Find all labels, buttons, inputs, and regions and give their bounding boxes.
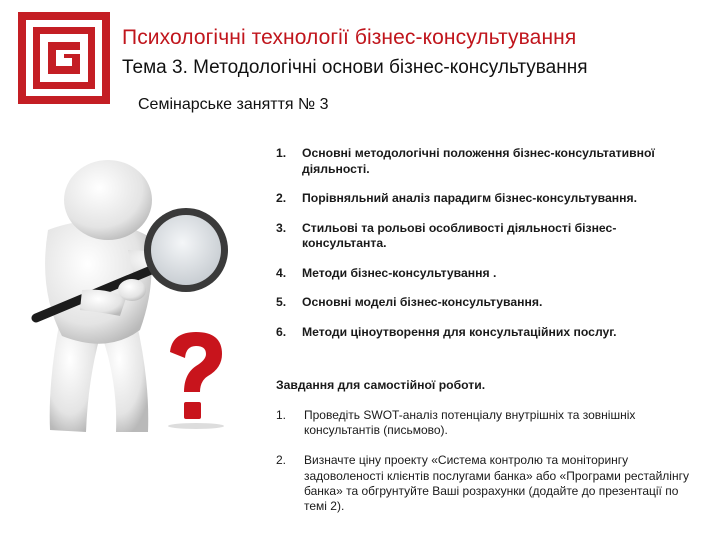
- list-item-text: Методи ціноутворення для консультаційних послуг.: [302, 324, 617, 339]
- list-item-text: Основні методологічні положення бізнес-консультативної діяльності.: [302, 146, 655, 176]
- page-subtitle: Тема 3. Методологічні основи бізнес-консультування: [122, 57, 588, 78]
- list-item-text: Порівняльний аналіз парадигм бізнес-консультування.: [302, 191, 637, 205]
- list-item-text: Методи бізнес-консультування .: [302, 265, 497, 280]
- topic-list: [272, 146, 697, 354]
- task-list: [276, 408, 696, 529]
- list-item: [272, 191, 697, 207]
- list-item-number: 4.: [276, 265, 287, 280]
- tasks-heading: Завдання для самостійної роботи.: [276, 378, 486, 392]
- page-title: Психологічні технології бізнес-консультування: [122, 26, 577, 49]
- question-mark-icon: [160, 330, 230, 430]
- list-item-number: 1.: [276, 408, 287, 422]
- list-item-text: Основні моделі бізнес-консультування.: [302, 295, 543, 309]
- list-item: [272, 266, 697, 282]
- list-item-number: 2.: [276, 453, 287, 468]
- list-item-text: Стильові та рольові особливості діяльності бізнес-консультанта.: [302, 220, 617, 250]
- list-item: [272, 325, 697, 341]
- list-item: [276, 408, 696, 438]
- list-item: [272, 146, 697, 177]
- square-spiral-logo: [18, 12, 110, 104]
- list-item: [272, 221, 697, 252]
- list-item-number: 1.: [276, 146, 287, 160]
- list-item-number: 6.: [276, 324, 287, 339]
- list-item-text: Визначте ціну проекту «Система контролю та моніторингу задоволеності клієнтів послугами банка» або «Програми рестайлінгу банка» та обгрунтуйте Ваші розрахунки (додайте до презентації по темі 2).: [304, 453, 689, 514]
- list-item: [272, 295, 697, 311]
- list-item: [276, 453, 696, 514]
- list-item-text: Проведіть SWOT-аналіз потенціалу внутрішніх та зовнішніх консультантів (письмово).: [304, 408, 636, 438]
- list-item-number: 2.: [276, 191, 287, 205]
- list-item-number: 5.: [276, 295, 287, 309]
- seminar-heading: Семінарське заняття № 3: [138, 96, 329, 113]
- list-item-number: 3.: [276, 220, 287, 235]
